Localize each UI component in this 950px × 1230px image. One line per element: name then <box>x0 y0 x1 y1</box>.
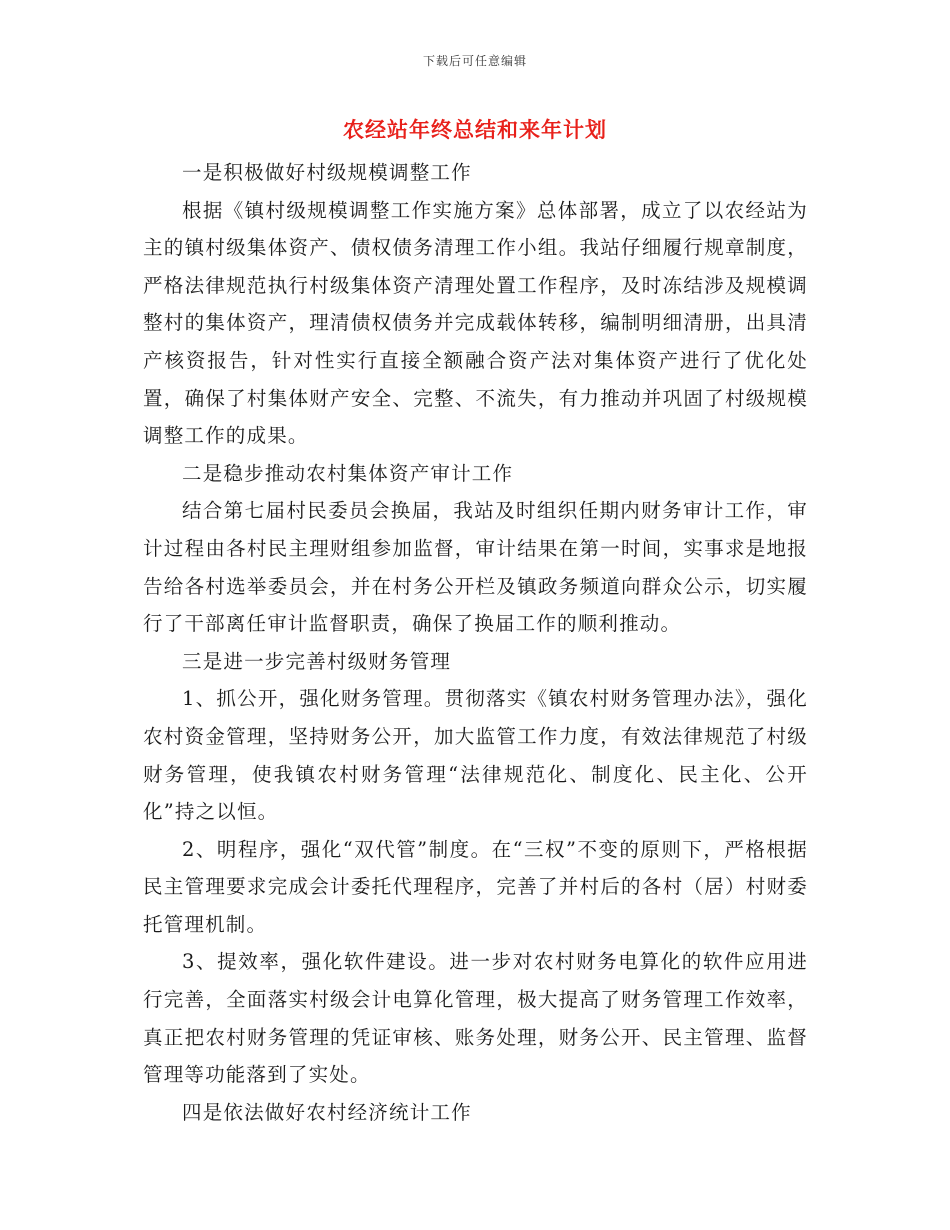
section-heading-1: 一是积极做好村级规模调整工作 <box>182 161 472 184</box>
paragraph: 根据《镇村级规模调整工作实施方案》总体部署，成立了以农经站为主的镇村级集体资产、债权债务清理工作小组。我站仔细履行规章制度，严格法律规范执行村级集体资产清理处置工作程序，及时冻结涉及规模调整村的集体资产，理清债权债务并完成载体转移，编制明细清册，出具清产核资报告，针对性实行直接全额融合资产法对集体资产进行了优化处置，确保了村集体财产安全、完整、不流失，有力推动并巩固了村级规模调整工作的成果。 <box>143 198 808 448</box>
header-note: 下载后可任意编辑 <box>422 54 527 68</box>
section-heading-4: 四是依法做好农村经济统计工作 <box>182 1100 472 1124</box>
paragraph: 1、抓公开，强化财务管理。贯彻落实《镇农村财务管理办法》，强化农村资金管理，坚持财务公开，加大监管工作力度，有效法律规范了村级财务管理，使我镇农村财务管理“法律规范化、制度化、民主化、公开化”持之以恒。 <box>143 687 808 824</box>
paragraph: 结合第七届村民委员会换届，我站及时组织任期内财务审计工作，审计过程由各村民主理财组参加监督，审计结果在第一时间，实事求是地报告给各村选举委员会，并在村务公开栏及镇政务频道向群众公示，切实履行了干部离任审计监督职责，确保了换届工作的顺利推动。 <box>143 499 808 636</box>
section-heading-3: 三是进一步完善村级财务管理 <box>182 649 452 673</box>
section-heading-2: 二是稳步推动农村集体资产审计工作 <box>182 461 514 485</box>
document-title: 农经站年终总结和来年计划 <box>343 117 607 142</box>
paragraph: 2、明程序，强化“双代管”制度。在“三权”不变的原则下，严格根据民主管理要求完成会计委托代理程序，完善了并村后的各村（居）村财委托管理机制。 <box>143 837 808 936</box>
document-body <box>143 154 808 1131</box>
paragraph: 3、提效率，强化软件建设。进一步对农村财务电算化的软件应用进行完善，全面落实村级会计电算化管理，极大提高了财务管理工作效率，真正把农村财务管理的凭证审核、账务处理，财务公开、民主管理、监督管理等功能落到了实处。 <box>143 950 808 1087</box>
